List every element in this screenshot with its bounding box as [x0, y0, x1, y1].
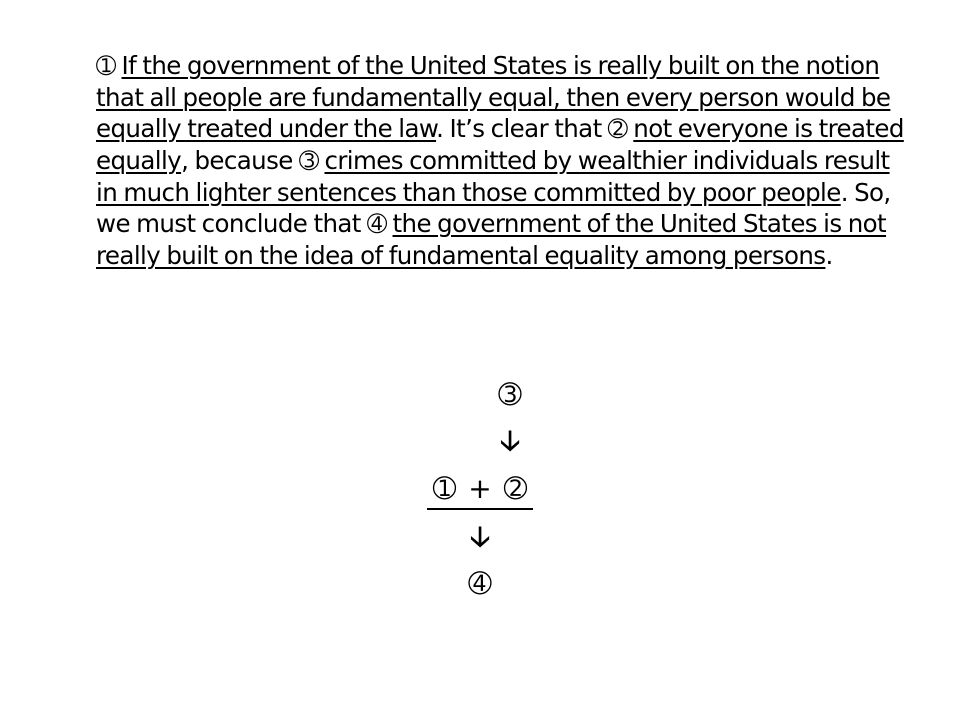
marker-3: ➂: [298, 147, 319, 175]
connector-3-text: . So, we must conclude that: [96, 178, 891, 238]
diagram-marker-4: ➃: [468, 567, 492, 600]
plus-sign: +: [468, 472, 492, 505]
premise-1-text: If the government of the United States is really built on the notion that all people are fundamentally equal, then every person would be equally treated under the law: [96, 51, 891, 143]
connector-2-text: , because: [181, 146, 299, 175]
premise-2-text: not everyone is treated equally: [96, 114, 904, 175]
argument-passage: [96, 50, 906, 271]
marker-2: ➁: [607, 115, 628, 143]
end-punctuation: .: [825, 241, 833, 270]
connector-1-text: . It’s clear that: [436, 114, 608, 143]
diagram-marker-2: ➁: [503, 472, 528, 505]
diagram-node-4: [0, 567, 960, 601]
diagram-node-3: [30, 378, 960, 412]
diagram-arrow-down-icon: [30, 424, 960, 458]
marker-4: ➃: [367, 210, 387, 238]
marker-1: ➀: [96, 52, 116, 80]
premise-3-text: crimes committed by wealthier individuals result in much lighter sentences than those committed by poor people: [96, 146, 890, 207]
combined-premises-underlined: [427, 472, 533, 510]
diagram-arrow-down-icon-2: [0, 520, 960, 554]
conclusion-text: the government of the United States is not really built on the idea of fundamental equality among persons: [96, 209, 887, 270]
arrow-down-icon: 🡣: [469, 520, 491, 553]
diagram-marker-3: ➂: [498, 378, 522, 411]
arrow-down-icon: 🡣: [499, 424, 521, 457]
diagram-marker-1: ➀: [432, 472, 457, 505]
diagram-combined-premises: [0, 472, 960, 510]
